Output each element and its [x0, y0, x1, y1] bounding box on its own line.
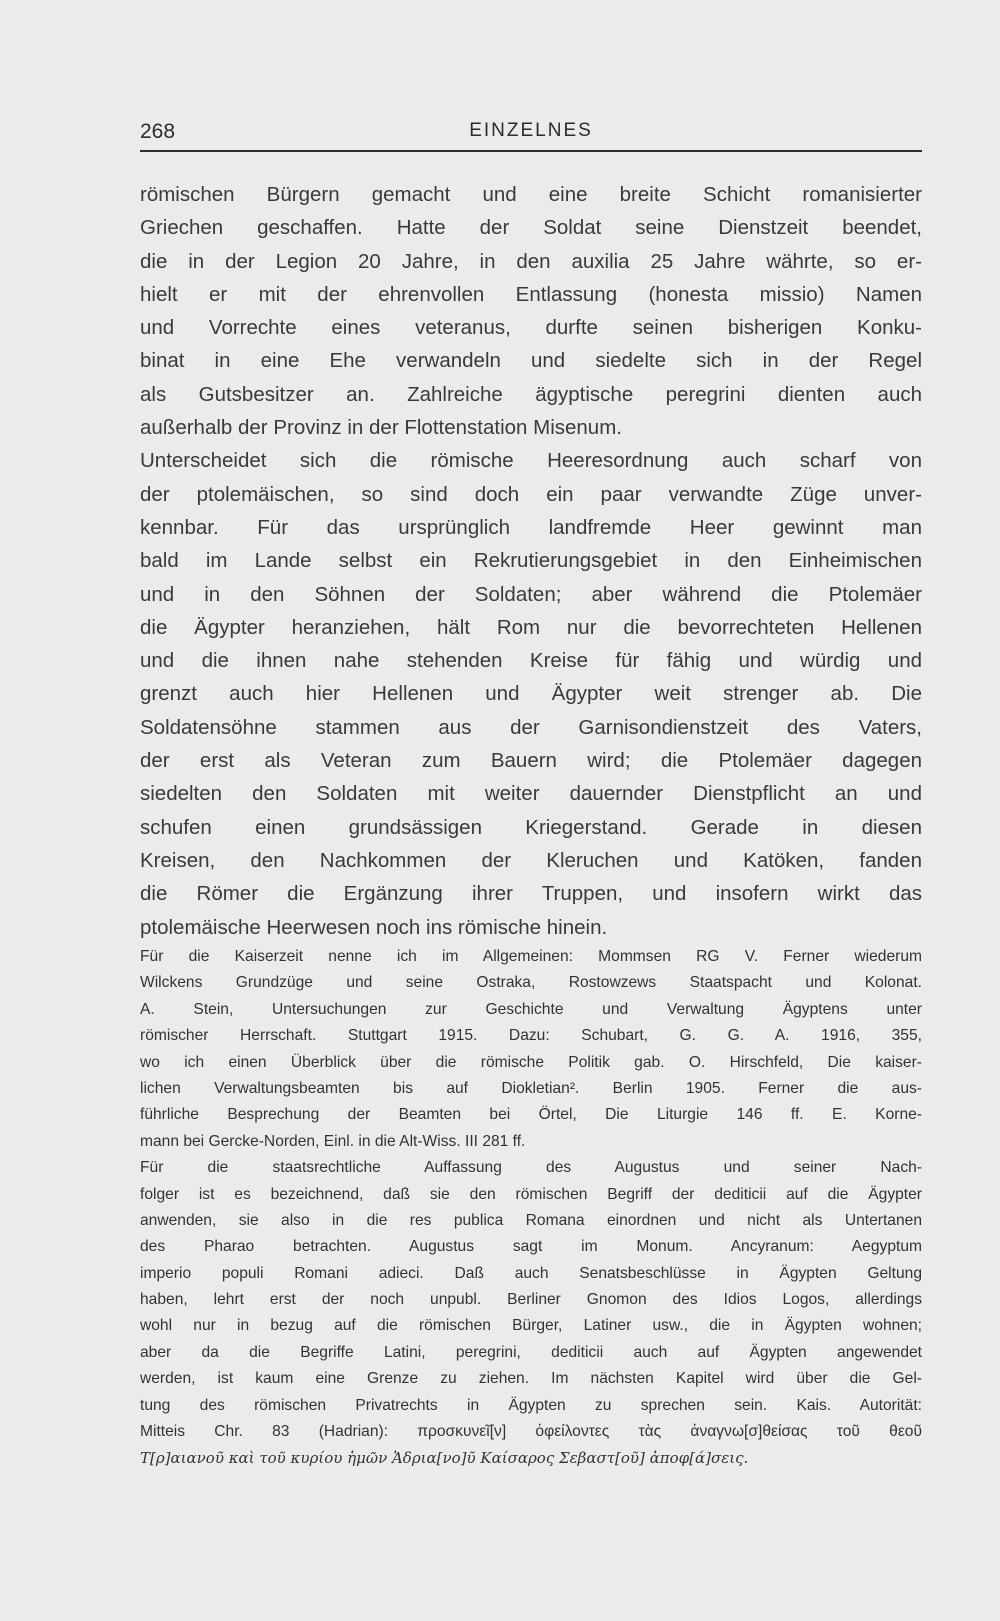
footnote-line: Τ[ρ]αιανοῦ καὶ τοῦ κυρίου ἡμῶν Ἁδρια[νο]ῦ Καίσαρος Σεβαστ[οῦ] ἀποφ[ά]σεις. [140, 1449, 749, 1468]
running-head: EINZELNES [469, 120, 593, 141]
body-line: hielt er mit der ehrenvollen Entlassung (honesta missio) Namen [140, 282, 922, 306]
footnotes [140, 944, 922, 1472]
header-rule [140, 150, 922, 152]
footnote-line: imperio populi Romani adieci. Daß auch Senatsbeschlüsse in Ägypten Geltung [140, 1264, 922, 1282]
main-text [140, 178, 922, 944]
body-line: und Vorrechte eines veteranus, durfte seinen bisherigen Konku- [140, 316, 922, 340]
body-line: schufen einen grundsässigen Kriegerstand. Gerade in diesen [140, 815, 922, 839]
footnote-line: A. Stein, Untersuchungen zur Geschichte und Verwaltung Ägyptens unter [140, 1000, 922, 1018]
footnote-line: haben, lehrt erst der noch unpubl. Berliner Gnomon des Idios Logos, allerdings [140, 1291, 922, 1309]
footnote-line: lichen Verwaltungsbeamten bis auf Diokletian². Berlin 1905. Ferner die aus- [140, 1079, 922, 1097]
footnote-line: wohl nur in bezug auf die römischen Bürger, Latiner usw., die in Ägypten wohnen; [140, 1317, 922, 1335]
page-header [140, 116, 922, 150]
body-line: und in den Söhnen der Soldaten; aber während die Ptolemäer [140, 582, 922, 606]
footnote-line: aber da die Begriffe Latini, peregrini, dediticii auch auf Ägypten angewendet [140, 1343, 922, 1361]
body-line: die Römer die Ergänzung ihrer Truppen, und insofern wirkt das [140, 882, 922, 906]
footnote-line: römischer Herrschaft. Stuttgart 1915. Dazu: Schubart, G. G. A. 1916, 355, [140, 1027, 922, 1045]
body-line: römischen Bürgern gemacht und eine breite Schicht romanisierter [140, 183, 922, 206]
body-line: als Gutsbesitzer an. Zahlreiche ägyptische peregrini dienten auch [140, 382, 922, 406]
body-line: Kreisen, den Nachkommen der Kleruchen und Katöken, fanden [140, 848, 922, 872]
footnote-line: mann bei Gercke-Norden, Einl. in die Alt-Wiss. III 281 ff. [140, 1132, 526, 1150]
body-line: binat in eine Ehe verwandeln und siedelte sich in der Regel [140, 349, 922, 373]
footnote-line: Für die Kaiserzeit nenne ich im Allgemeinen: Mommsen RG V. Ferner wiederum [140, 948, 922, 965]
body-line: grenzt auch hier Hellenen und Ägypter weit strenger ab. Die [140, 682, 922, 706]
footnote-line: tung des römischen Privatrechts in Ägypten zu sprechen sein. Kais. Autorität: [140, 1396, 922, 1414]
body-line: und die ihnen nahe stehenden Kreise für fähig und würdig und [140, 649, 922, 673]
footnote-line: Wilckens Grundzüge und seine Ostraka, Rostowzews Staatspacht und Kolonat. [140, 974, 922, 992]
body-line: Unterscheidet sich die römische Heeresordnung auch scharf von [140, 449, 922, 473]
page-number: 268 [140, 120, 176, 143]
footnote-line: führliche Besprechung der Beamten bei Örtel, Die Liturgie 146 ff. E. Korne- [140, 1106, 922, 1124]
body-line: der ptolemäischen, so sind doch ein paar verwandte Züge unver- [140, 482, 922, 506]
footnote-line: des Pharao betrachten. Augustus sagt im Monum. Ancyranum: Aegyptum [140, 1238, 922, 1256]
footnote-line: wo ich einen Überblick über die römische Politik gab. O. Hirschfeld, Die kaiser- [140, 1053, 922, 1071]
body-line: siedelten den Soldaten mit weiter dauernder Dienstpflicht an und [140, 782, 922, 806]
body-line: der erst als Veteran zum Bauern wird; die Ptolemäer dagegen [140, 749, 922, 773]
footnote-line: Mitteis Chr. 83 (Hadrian): προσκυνεῖ[ν] ὀφείλοντες τὰς ἀναγνω[σ]θείσας τοῦ θεοῦ [140, 1423, 922, 1441]
body-line: die in der Legion 20 Jahre, in den auxilia 25 Jahre währte, so er- [140, 249, 922, 273]
body-line: außerhalb der Provinz in der Flottenstation Misenum. [140, 416, 622, 440]
body-line: bald im Lande selbst ein Rekrutierungsgebiet in den Einheimischen [140, 549, 922, 573]
body-line: Griechen geschaffen. Hatte der Soldat seine Dienstzeit beendet, [140, 216, 922, 240]
footnote-line: werden, ist kaum eine Grenze zu ziehen. Im nächsten Kapitel wird über die Gel- [140, 1370, 922, 1388]
footnote-line: anwenden, sie also in die res publica Romana einordnen und nicht als Untertanen [140, 1211, 922, 1229]
body-line: Soldatensöhne stammen aus der Garnisondienstzeit des Vaters, [140, 715, 922, 739]
body-line: die Ägypter heranziehen, hält Rom nur die bevorrechteten Hellenen [140, 615, 922, 639]
body-line: kennbar. Für das ursprünglich landfremde Heer gewinnt man [140, 515, 922, 539]
footnote-line: Für die staatsrechtliche Auffassung des Augustus und seiner Nach- [140, 1159, 922, 1177]
body-line: ptolemäische Heerwesen noch ins römische hinein. [140, 915, 608, 939]
footnote-line: folger ist es bezeichnend, daß sie den römischen Begriff der dediticii auf die Ägypter [140, 1185, 922, 1203]
